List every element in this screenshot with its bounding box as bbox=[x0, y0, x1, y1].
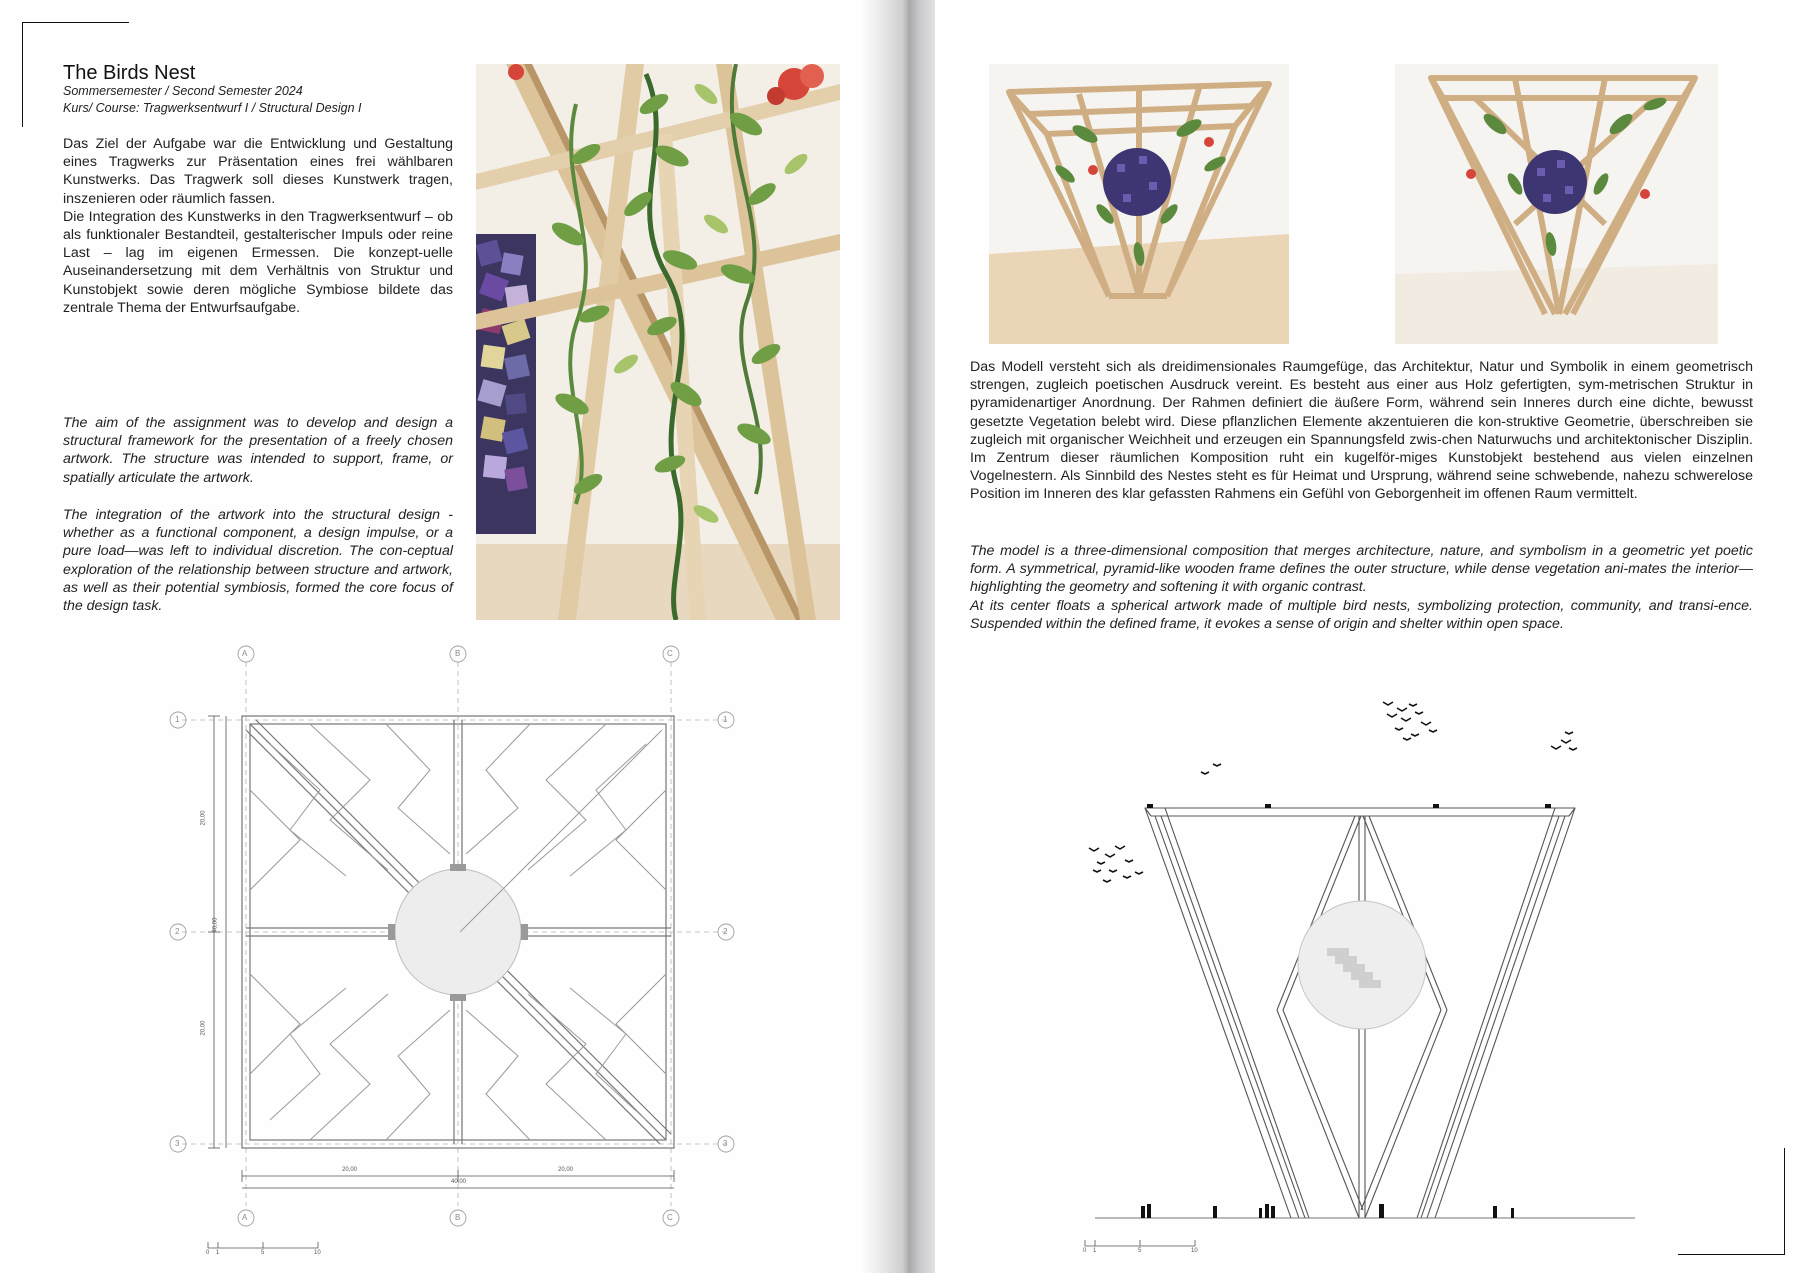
elev-scale-label-10: 10 bbox=[1191, 1248, 1198, 1254]
grid-label-row-2-left: 2 bbox=[175, 927, 180, 936]
dim-label-left-half: 20,00 bbox=[342, 1167, 358, 1173]
elevation-drawing bbox=[1065, 700, 1665, 1260]
grid-label-col-c-top: C bbox=[667, 649, 673, 658]
grid-label-row-2-right: 2 bbox=[723, 927, 728, 936]
grid-label-col-c-bottom: C bbox=[667, 1213, 673, 1222]
semester-line: Sommersemester / Second Semester 2024 bbox=[63, 84, 303, 98]
right-page bbox=[935, 0, 1800, 1273]
grid-label-row-1-left: 1 bbox=[175, 715, 180, 724]
grid-label-row-3-right: 3 bbox=[723, 1139, 728, 1148]
dim-label-total: 40,00 bbox=[451, 1179, 467, 1185]
grid-label-col-a-top: A bbox=[242, 649, 248, 658]
scale-label-10: 10 bbox=[314, 1250, 321, 1256]
intro-text-english-2: The integration of the artwork into the structural design - whether as a functional component, a design impulse, or a pure load—was left to individual discretion. The con-ceptual exploration of the relationship between structure and artwork, as well as their potential symbiosis, formed the core focus of the design task. bbox=[63, 507, 453, 615]
model-photo-front bbox=[989, 64, 1289, 344]
scale-label-0: 0 bbox=[206, 1250, 210, 1256]
dim-label-right-half: 20,00 bbox=[558, 1167, 574, 1173]
course-line: Kurs/ Course: Tragwerksentwurf I / Structural Design I bbox=[63, 101, 362, 115]
floor-plan-drawing bbox=[160, 640, 740, 1260]
scale-label-1: 1 bbox=[216, 1250, 220, 1256]
intro-text-german: Das Ziel der Aufgabe war die Entwicklung und Gestaltung eines Tragwerks zur Präsentation eines frei wählbaren Kunstwerks. Das Tragwerk soll dieses Kunstwerk tragen, inszenieren oder räumlich fassen. Die Integration des Kunstwerks in den Tragwerksentwurf – ob als funktionaler Bestandteil, gestalterischer Impuls oder reine Last – lag im eigenen Ermessen. Die konzept-uelle Auseinandersetzung mit dem Verhältnis von Struktur und Kunstobjekt sowie deren mögliche Symbiose bildete das zentrale Thema der Entwurfsaufgabe. bbox=[63, 136, 453, 316]
elev-scale-label-1: 1 bbox=[1093, 1248, 1097, 1254]
grid-label-col-b-bottom: B bbox=[455, 1213, 461, 1222]
dim-label-upper: 20,00 bbox=[200, 810, 207, 826]
scale-label-5: 5 bbox=[261, 1250, 265, 1256]
elev-scale-label-0: 0 bbox=[1083, 1248, 1087, 1254]
dim-label-lower: 20,00 bbox=[200, 1020, 207, 1036]
model-photo-side bbox=[1395, 64, 1718, 344]
dim-label-total-vertical: 40,00 bbox=[212, 917, 219, 933]
elev-scale-label-5: 5 bbox=[1138, 1248, 1142, 1254]
grid-label-col-a-bottom: A bbox=[242, 1213, 248, 1222]
corner-crop-mark-bottom bbox=[1678, 1148, 1785, 1255]
grid-label-col-b-top: B bbox=[455, 649, 461, 658]
model-closeup-photo bbox=[476, 64, 840, 620]
grid-label-row-1-right: 1 bbox=[723, 715, 728, 724]
grid-label-row-3-left: 3 bbox=[175, 1139, 180, 1148]
intro-text-english-1: The aim of the assignment was to develop and design a structural framework for the presentation of a freely chosen artwork. The structure was intended to support, frame, or spatially articulate the artwork. bbox=[63, 415, 453, 486]
description-english: The model is a three-dimensional composition that merges architecture, nature, and symbolism in a geometric yet poetic form. A symmetrical, pyramid-like wooden frame defines the outer structure, while dense vegetation ani-mates the interior—highlighting the geometry and softening it with organic contrast. At its center floats a spherical artwork made of multiple bird nests, symbolizing protection, community, and transi-ence. Suspended within the defined frame, it evokes a sense of origin and shelter within open space. bbox=[970, 543, 1753, 632]
description-german: Das Modell versteht sich als dreidimensionales Raumgefüge, das Architektur, Natur und Symbolik in einem geometrisch strengen, zugleich poetischen Ausdruck vereint. Es besteht aus einer aus Holz gefertigten, sym-metrischen Struktur in pyramidenartiger Anordnung. Der Rahmen definiert die äußere Form, während sein Inneres durch eine dichte, bewusst gesetzte Vegetation belebt wird. Diese pflanzlichen Elemente akzentuieren die kon-struktive Geometrie, überschreiben sie zugleich mit organischer Weichheit und erzeugen ein Spannungsfeld zwis-chen Naturwuchs und architektonischer Disziplin. Im Zentrum dieser räumlichen Komposition ruht ein kugelför-miges Kunstobjekt bestehend aus vielen einzelnen Vogelnestern. Als Sinnbild des Nestes steht es für Heimat und Ursprung, während seine schwebende, nahezu schwerelose Position im Inneren des klar gefassten Rahmens ein Gefühl von Geborgenheit im offenen Raum vermittelt. bbox=[970, 359, 1753, 503]
project-title: The Birds Nest bbox=[63, 62, 196, 84]
left-page bbox=[0, 0, 880, 1273]
